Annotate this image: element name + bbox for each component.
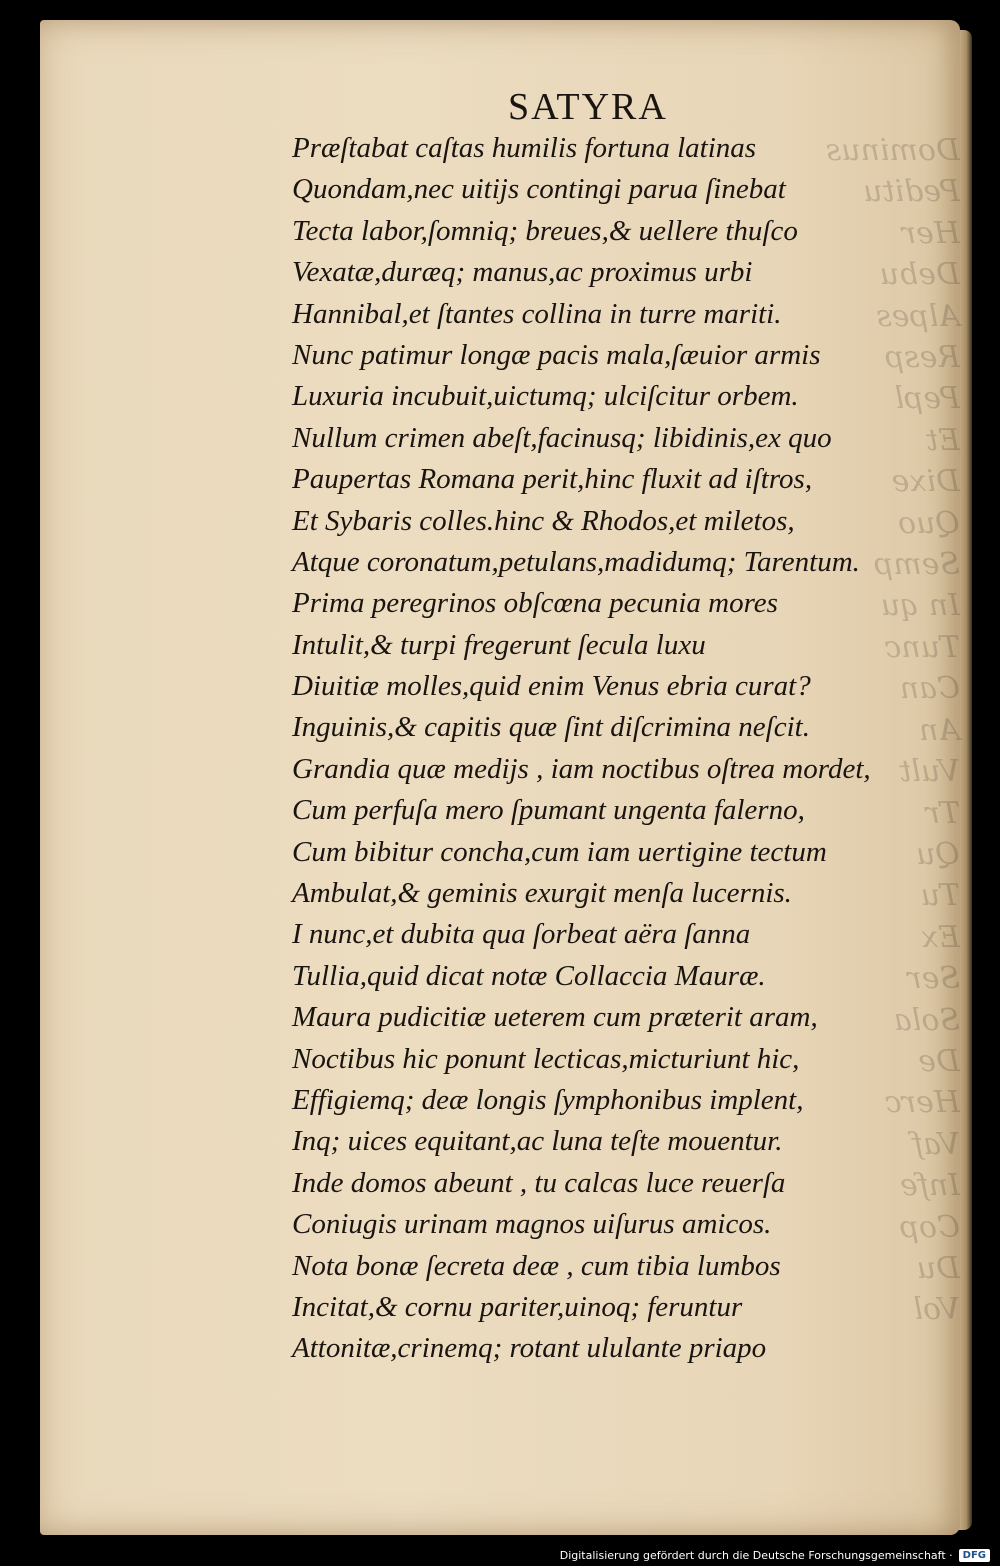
verse-line: Prima peregrinos obſcœna pecunia mores xyxy=(292,587,778,620)
verse-line: Maura pudicitiæ ueterem cum præterit aram, xyxy=(292,1001,818,1034)
verse-line: Grandia quæ medijs , iam noctibus oſtrea mordet, xyxy=(292,752,871,785)
verse-block xyxy=(292,128,912,1370)
bleed-through-line: Semp xyxy=(874,547,960,583)
bleed-through-line: Peditu xyxy=(863,174,960,210)
bleed-through-line: Ser xyxy=(907,961,960,997)
verse-line: Inguinis,& capitis quæ ſint diſcrimina neſcit. xyxy=(292,711,810,744)
bleed-through-line: Tu xyxy=(920,878,960,914)
bleed-through-line: Debu xyxy=(879,257,960,293)
verse-line: Tullia,quid dicat notæ Collaccia Mauræ. xyxy=(292,959,766,992)
bleed-through-line: Ex xyxy=(921,919,960,955)
bleed-through-line: Vult xyxy=(899,754,960,790)
bleed-through-line: Et xyxy=(926,422,960,458)
verse-line: Tecta labor,ſomniq; breues,& uellere thuſco xyxy=(292,214,798,247)
bleed-through-line: Pepl xyxy=(894,381,960,417)
bleed-through-line: Vol xyxy=(913,1292,960,1328)
verse-line: Incitat,& cornu pariter,uinoq; feruntur xyxy=(292,1290,743,1323)
bleed-through-line: Infe xyxy=(899,1168,960,1204)
bleed-through-line: Dixe xyxy=(891,464,960,500)
page-edge xyxy=(958,30,972,1530)
bleed-through-line: Herc xyxy=(884,1085,960,1121)
bleed-through-line: Vaf xyxy=(912,1126,960,1162)
verse-line: Coniugis urinam magnos uiſurus amicos. xyxy=(292,1208,772,1241)
bleed-through-line: Quo xyxy=(898,505,960,541)
bleed-through-line: De xyxy=(918,1043,960,1079)
verse-line: I nunc,et dubita qua ſorbeat aëra ſanna xyxy=(292,918,751,951)
bleed-through-line: Cop xyxy=(899,1209,960,1245)
bleed-through-line: An xyxy=(919,712,960,748)
bleed-through-line: Dominus xyxy=(825,133,960,168)
verse-line: Paupertas Romana perit,hinc fluxit ad iſtros, xyxy=(292,463,813,496)
bleed-through-line: In qu xyxy=(880,588,960,624)
bleed-through-line: Can xyxy=(899,671,960,707)
bleed-through-line: Alpes xyxy=(876,298,960,334)
verse-line: Noctibus hic ponunt lecticas,micturiunt hic, xyxy=(292,1042,800,1075)
verse-line: Atque coronatum,petulans,madidumq; Tarentum. xyxy=(292,545,860,578)
verse-line: Effigiemq; deæ longis ſymphonibus implent, xyxy=(292,1083,804,1116)
verse-line: Nullum crimen abeſt,facinusq; libidinis,ex quo xyxy=(292,421,832,454)
bleed-through-line: Sola xyxy=(893,1002,960,1038)
bleed-through-line: Tr xyxy=(925,795,960,831)
verse-line: Nunc patimur longæ pacis mala,ſæuior armis xyxy=(292,338,821,371)
bleed-through-line: Du xyxy=(916,1250,960,1286)
bleed-through-line: Tunc xyxy=(884,629,960,665)
verse-line: Attonitæ,crinemq; rotant ululante priapo xyxy=(292,1332,767,1365)
verse-line: Intulit,& turpi fregerunt ſecula luxu xyxy=(292,628,706,661)
funding-credit-text: Digitalisierung gefördert durch die Deutsche Forschungsgemeinschaft · xyxy=(559,1549,953,1562)
verse-line: Ambulat,& geminis exurgit menſa lucernis. xyxy=(292,877,792,910)
bleed-through-line: Her xyxy=(901,215,960,251)
bleed-through-line: Resp xyxy=(885,340,960,376)
dfg-logo: DFG xyxy=(959,1549,990,1562)
verse-line: Diuitiæ molles,quid enim Venus ebria curat? xyxy=(292,670,811,703)
verse-line: Præſtabat caſtas humilis fortuna latinas xyxy=(292,132,757,164)
verse-line: Hannibal,et ſtantes collina in turre mariti. xyxy=(292,297,782,330)
verse-line: Et Sybaris colles.hinc & Rhodos,et miletos, xyxy=(292,504,795,537)
verse-line: Quondam,nec uitijs contingi parua ſinebat xyxy=(292,173,786,206)
verse-line: Inde domos abeunt , tu calcas luce reuerſa xyxy=(292,1166,786,1199)
bleed-through-line: Qu xyxy=(916,836,960,872)
footer-credit xyxy=(560,1549,990,1562)
verse-line: Luxuria incubuit,uictumq; ulciſcitur orbem. xyxy=(292,380,799,413)
running-title: SATYRA xyxy=(508,86,668,128)
verse-line: Vexatæ,duræq; manus,ac proximus urbi xyxy=(292,256,753,289)
verse-line: Inq; uices equitant,ac luna teſte mouentur. xyxy=(292,1125,783,1158)
verse-line: Nota bonæ ſecreta deæ , cum tibia lumbos xyxy=(292,1249,781,1282)
verse-line: Cum bibitur concha,cum iam uertigine tectum xyxy=(292,835,827,868)
verse-line: Cum perfuſa mero ſpumant ungenta falerno, xyxy=(292,794,805,827)
